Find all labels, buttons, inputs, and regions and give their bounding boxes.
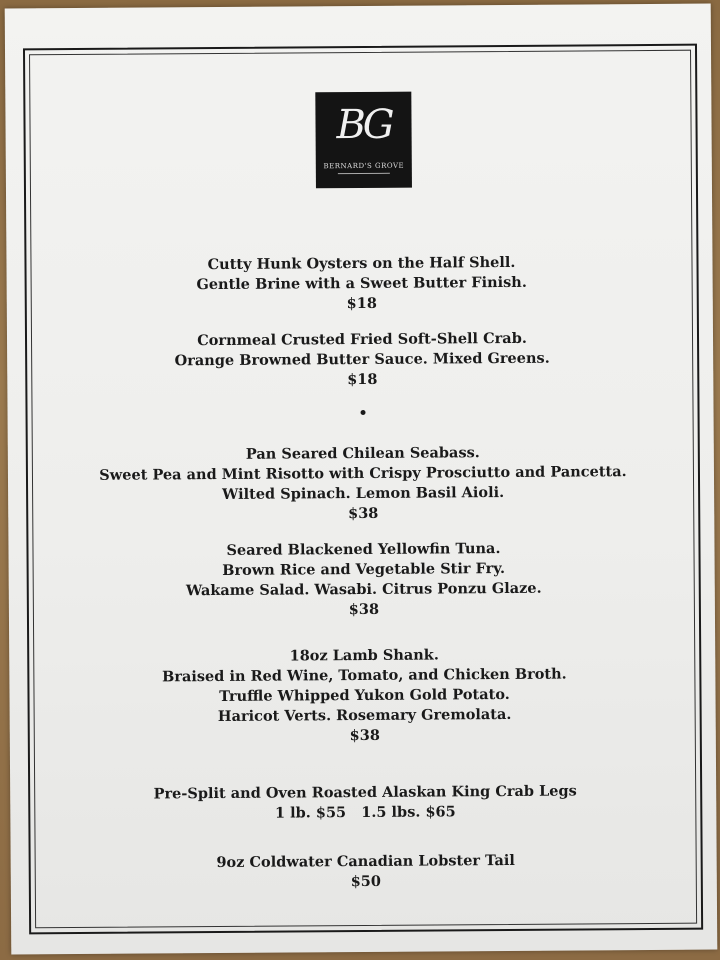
item-description: Orange Browned Butter Sauce. Mixed Greens.	[174, 349, 550, 370]
item-title: Pan Seared Chilean Seabass.	[245, 444, 480, 463]
logo-name: BERNARD'S GROVE	[323, 161, 405, 171]
item-price: $38	[348, 504, 379, 523]
menu-item-seabass	[28, 442, 699, 527]
item-price: $38	[349, 726, 380, 745]
item-title: 9oz Coldwater Canadian Lobster Tail	[216, 851, 515, 872]
item-description: Braised in Red Wine, Tomato, and Chicken Broth.	[162, 665, 567, 686]
menu-item-soft-shell-crab	[27, 328, 697, 393]
menu-item-lamb-shank	[29, 644, 700, 749]
item-title: Cutty Hunk Oysters on the Half Shell.	[207, 253, 516, 274]
item-description: Brown Rice and Vegetable Stir Fry.	[222, 559, 506, 579]
section-divider-bullet	[361, 410, 366, 415]
menu-item-lobster-tail	[31, 850, 701, 895]
item-title: Cornmeal Crusted Fried Soft-Shell Crab.	[197, 329, 527, 350]
item-description: Haricot Verts. Rosemary Gremolata.	[217, 705, 512, 726]
item-description: Gentle Brine with a Sweet Butter Finish.	[196, 273, 527, 294]
menu-item-oysters	[26, 252, 696, 317]
item-price: 1 lb. $55 1.5 lbs. $65	[274, 803, 456, 822]
item-title: Seared Blackened Yellowfin Tuna.	[226, 540, 501, 559]
item-price: $50	[350, 872, 382, 891]
item-description: Wilted Spinach. Lemon Basil Aioli.	[221, 484, 505, 503]
item-description: Sweet Pea and Mint Risotto with Crispy Prosciutto and Pancetta.	[99, 463, 627, 484]
item-price: $18	[347, 370, 378, 389]
item-title: 18oz Lamb Shank.	[289, 646, 439, 665]
menu-sheet	[5, 4, 718, 955]
item-title: Pre-Split and Oven Roasted Alaskan King Crab Legs	[153, 782, 577, 803]
page-border	[23, 44, 703, 935]
logo-monogram: BG	[336, 101, 391, 149]
menu-item-yellowfin-tuna	[28, 538, 699, 623]
item-price: $18	[346, 294, 377, 313]
item-price: $38	[348, 600, 380, 619]
logo-divider	[338, 173, 390, 174]
item-description: Wakame Salad. Wasabi. Citrus Ponzu Glaze.	[185, 579, 542, 600]
item-description: Truffle Whipped Yukon Gold Potato.	[219, 685, 510, 705]
menu-item-king-crab-legs	[30, 781, 700, 826]
bernards-grove-logo	[315, 92, 412, 189]
